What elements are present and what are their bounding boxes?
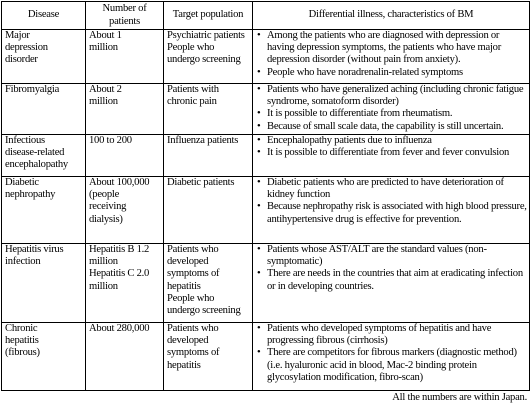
patients-line: million	[89, 42, 118, 54]
patients-line: receiving	[89, 201, 127, 213]
patients-line: 100 to 200	[89, 135, 132, 146]
header-differential-illness: Differential illness, characteristics of BM	[253, 2, 530, 30]
patients-line: million	[89, 96, 118, 108]
bullet-list	[256, 84, 527, 133]
patients-line: About 280,000	[89, 323, 150, 334]
cell-disease	[2, 30, 86, 84]
cell-differential-illness	[253, 30, 530, 84]
cell-disease	[2, 135, 86, 177]
patients-line: dialysis)	[89, 213, 123, 225]
cell-disease	[2, 323, 86, 391]
cell-target-population	[164, 84, 253, 135]
bullet-item: • It is possible to differentiate from rheumatism.	[256, 108, 527, 120]
cell-number-of-patients	[86, 84, 164, 135]
patients-line: million	[89, 256, 118, 268]
bullet-item: • Because nephropathy risk is associated with high blood pressure, antihypertensive drug is effective for prevention.	[256, 201, 527, 225]
table-row	[2, 135, 530, 177]
table-row	[2, 30, 530, 84]
header-patients-line: patients	[109, 15, 140, 27]
header-patients-line: Number of	[102, 3, 147, 15]
target-line: hepatitis	[167, 280, 201, 292]
table-row	[2, 323, 530, 391]
bullet-list	[256, 323, 527, 384]
disease-line: hepatitis	[5, 335, 39, 347]
bullet-item: • People who have noradrenalin-related symptoms	[256, 67, 527, 79]
bullet-item: • Diabetic patients who are predicted to have deterioration of kidney function	[256, 177, 527, 201]
target-line: Psychiatric patients	[167, 30, 245, 41]
bullet-item: • There are needs in the countries that aim at eradicating infection or in developing countries.	[256, 268, 527, 292]
target-line: developed	[167, 335, 209, 347]
cell-number-of-patients	[86, 177, 164, 244]
target-line: undergo screening	[167, 305, 241, 317]
disease-line: encephalopathy	[5, 159, 68, 171]
table-row	[2, 84, 530, 135]
patients-line: Hepatitis C 2.0	[89, 268, 150, 280]
cell-differential-illness	[253, 323, 530, 391]
cell-number-of-patients	[86, 30, 164, 84]
table-row	[2, 244, 530, 323]
cell-target-population	[164, 30, 253, 84]
table-body	[2, 30, 530, 391]
disease-line: Hepatitis virus	[5, 244, 64, 255]
patients-line: Hepatitis B 1.2	[89, 244, 150, 255]
bullet-item: • Because of small scale data, the capability is still uncertain.	[256, 121, 527, 133]
target-line: chronic pain	[167, 96, 217, 108]
disease-line: Fibromyalgia	[5, 84, 60, 95]
patients-line: About 100,000	[89, 177, 150, 188]
cell-number-of-patients	[86, 244, 164, 323]
cell-number-of-patients	[86, 135, 164, 177]
target-line: Patients who	[167, 323, 219, 334]
disease-line: disease-related	[5, 147, 65, 159]
cell-disease	[2, 244, 86, 323]
target-line: Patients with	[167, 84, 219, 95]
target-line: Influenza patients	[167, 135, 239, 146]
patients-line: About 1	[89, 30, 122, 41]
disease-line: infection	[5, 256, 41, 268]
header-disease: Disease	[2, 2, 86, 30]
disease-line: Diabetic	[5, 177, 39, 188]
target-line: People who	[167, 292, 215, 304]
cell-differential-illness	[253, 135, 530, 177]
target-line: Diabetic patients	[167, 177, 235, 188]
table-row	[2, 177, 530, 244]
cell-disease	[2, 177, 86, 244]
disease-line: nephropathy	[5, 189, 56, 201]
cell-disease	[2, 84, 86, 135]
patients-line: million	[89, 280, 118, 292]
header-number-of-patients	[86, 2, 164, 30]
cell-target-population	[164, 244, 253, 323]
target-line: symptoms of	[167, 268, 220, 280]
table-header-row	[2, 2, 530, 30]
cell-target-population	[164, 135, 253, 177]
bullet-item: • It is possible to differentiate from fever and fever convulsion	[256, 147, 527, 159]
patients-line: About 2	[89, 84, 122, 95]
disease-line: depression	[5, 42, 48, 54]
target-line: symptoms of	[167, 347, 220, 359]
target-line: undergo screening	[167, 54, 241, 66]
cell-number-of-patients	[86, 323, 164, 391]
bullet-list	[256, 177, 527, 226]
disease-line: Major	[5, 30, 30, 41]
target-line: People who	[167, 42, 215, 54]
bullet-item: • Patients whose AST/ALT are the standard values (non-symptomatic)	[256, 244, 527, 268]
bullet-list	[256, 244, 527, 293]
target-line: developed	[167, 256, 209, 268]
cell-differential-illness	[253, 177, 530, 244]
patients-line: (people	[89, 189, 120, 201]
cell-target-population	[164, 323, 253, 391]
bullet-item: • Encephalopathy patients due to influenza	[256, 135, 527, 147]
disease-line: disorder	[5, 54, 38, 66]
bullet-item: • Patients who developed symptoms of hepatitis and have progressing fibrous (cirrhosis)	[256, 323, 527, 347]
biomarker-disease-table	[1, 1, 530, 391]
target-line: Patients who	[167, 244, 219, 255]
cell-target-population	[164, 177, 253, 244]
bullet-list	[256, 135, 527, 159]
bullet-item: • Patients who have generalized aching (including chronic fatigue syndrome, somatoform disorder)	[256, 84, 527, 108]
footnote: All the numbers are within Japan.	[392, 392, 527, 403]
cell-differential-illness	[253, 244, 530, 323]
disease-line: Infectious	[5, 135, 45, 146]
header-target-population: Target population	[164, 2, 253, 30]
bullet-item: • Among the patients who are diagnosed with depression or having depression symptoms, the patients who have major depression disorder (without pain from anxiety).	[256, 30, 527, 67]
disease-line: Chronic	[5, 323, 38, 334]
target-line: hepatitis	[167, 359, 201, 371]
bullet-item: • There are competitors for fibrous markers (diagnostic method) (i.e. hyaluronic acid in blood, Mac-2 binding protein glycosylation modification, fibro-scan)	[256, 347, 527, 384]
disease-line: (fibrous)	[5, 347, 40, 359]
bullet-list	[256, 30, 527, 79]
cell-differential-illness	[253, 84, 530, 135]
